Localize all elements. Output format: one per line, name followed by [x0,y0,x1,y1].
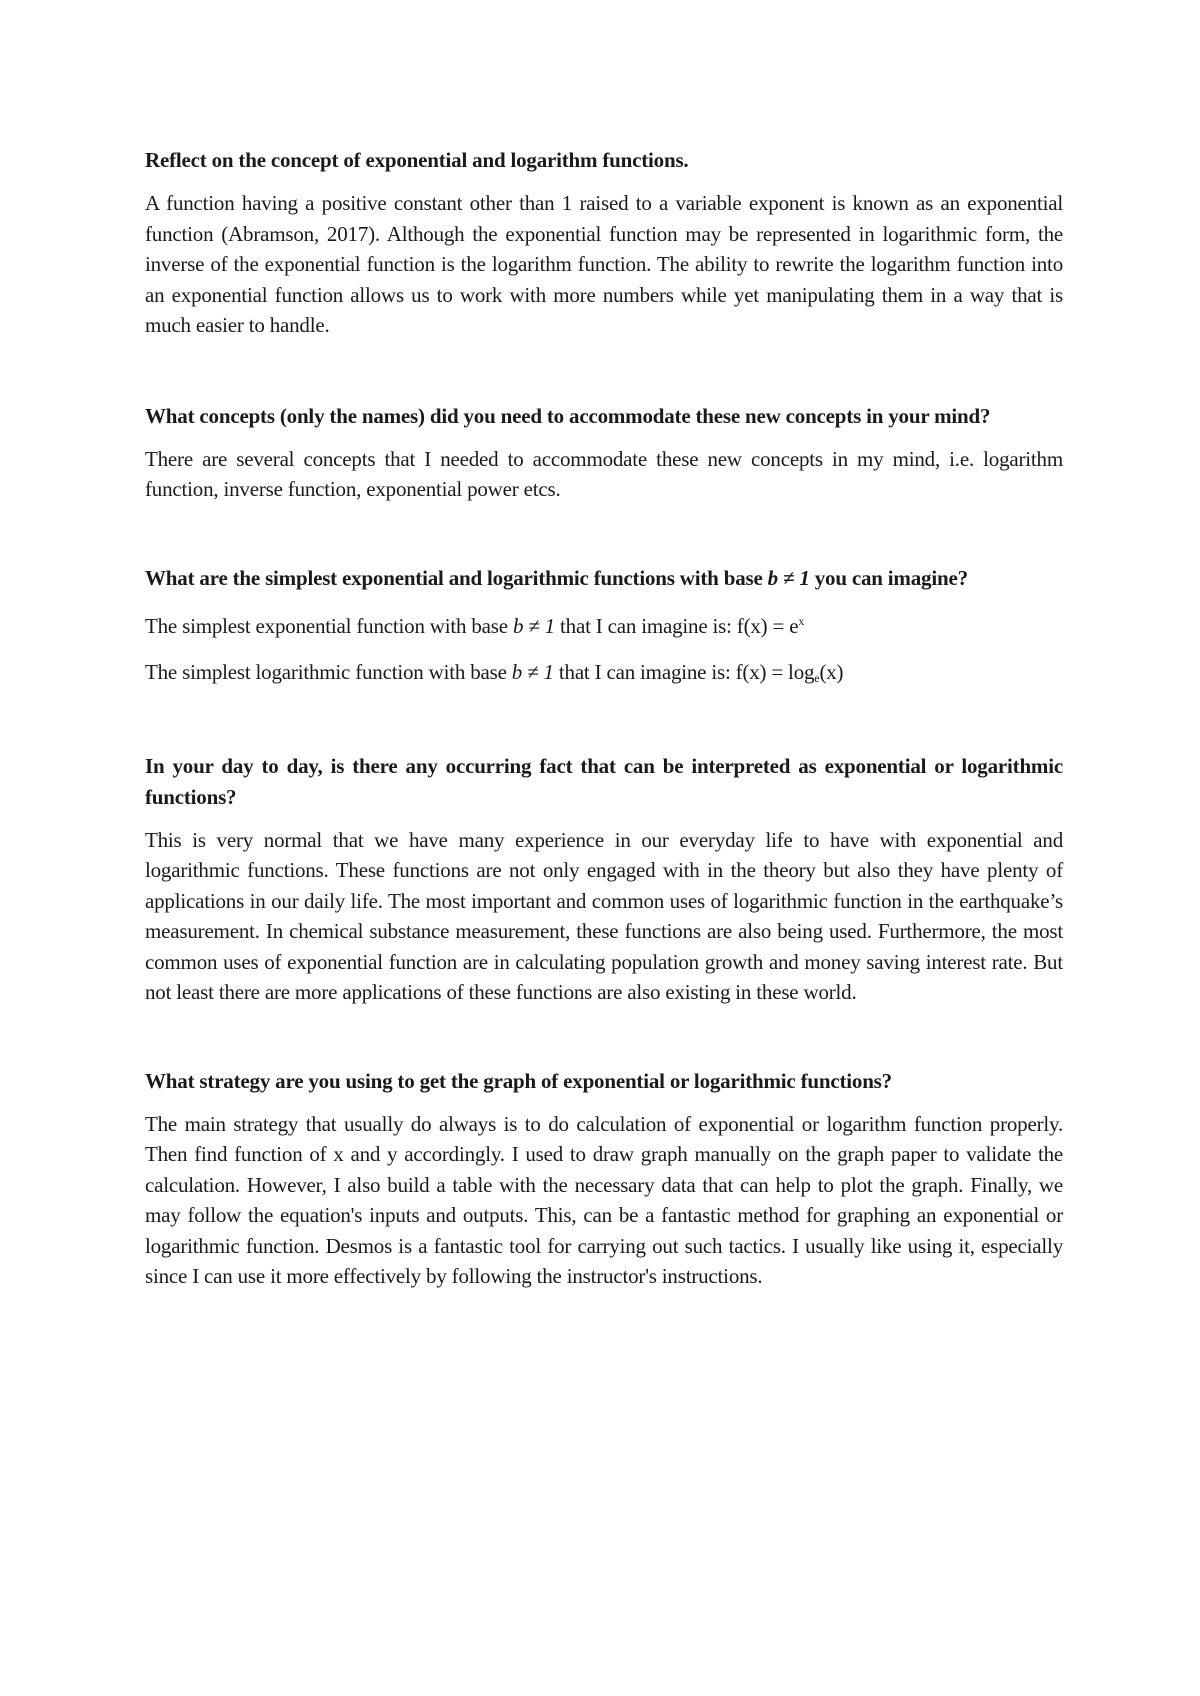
section-5-body: The main strategy that usually do always is to do calculation of exponential or logarithm function properly. Then find function of x and y accordingly. I used to draw graph manually on the graph paper to validate the calculation. However, I also build a table with the necessary data that can help to plot the graph. Finally, we may follow the equation's inputs and outputs. This, can be a fantastic method for graphing an exponential or logarithmic function. Desmos is a fantastic tool for carrying out such tactics. I usually like using it, especially since I can use it more effectively by following the instructor's instructions. [145,1111,1063,1288]
section-1-heading: Reflect on the concept of exponential and logarithm functions. [145,148,689,172]
section-3-heading [145,563,1063,594]
section-1-body: A function having a positive constant other than 1 raised to a variable exponent is known as an exponential function (Abramson, 2017). Although the exponential function may be represented in logarithmic form, the inverse of the exponential function is the logarithm function. The ability to rewrite the logarithm function into an exponential function allows us to work with more numbers while yet manipulating them in a way that is much easier to handle. [145,191,1063,337]
section-2-body: There are several concepts that I needed to accommodate these new concepts in my mind, i.e. logarithm function, inverse function, exponential power etcs. [145,446,1063,501]
section-2-heading: What concepts (only the names) did you need to accommodate these new concepts in your mind? [145,403,991,428]
section-3-heading-var: b ≠ 1 [767,565,810,590]
line-2-subscript: e [814,670,820,685]
line-2-post: that I can imagine is: f(x) = log [553,659,815,684]
line-1-pre: The simplest exponential function with base [145,613,513,638]
section-3-line-2 [145,657,1063,693]
line-2-var: b ≠ 1 [511,659,554,684]
section-3-heading-post: you can imagine? [809,565,968,590]
section-4-heading: In your day to day, is there any occurring fact that can be interpreted as exponential or logarithmic functions? [145,753,1063,809]
section-3-heading-pre: What are the simplest exponential and logarithmic functions with base [145,565,768,590]
line-1-post: that I can imagine is: f(x) = e [554,613,799,638]
section-3-line-1 [145,606,1063,641]
document-page [145,145,1063,1292]
line-2-pre: The simplest logarithmic function with base [145,659,512,684]
line-1-var: b ≠ 1 [512,613,555,638]
section-5-heading: What strategy are you using to get the graph of exponential or logarithmic functions? [145,1068,892,1093]
line-1-superscript: x [798,613,805,628]
line-2-end: (x) [819,659,844,684]
section-4-body: This is very normal that we have many experience in our everyday life to have with exponential and logarithmic functions. These functions are not only engaged with in the theory but also they have plenty of applications in our daily life. The most important and common uses of logarithmic function in the earthquake’s measurement. In chemical substance measurement, these functions are also being used. Furthermore, the most common uses of exponential function are in calculating population growth and money saving interest rate. But not least there are more applications of these functions are also existing in these world. [145,827,1063,1004]
